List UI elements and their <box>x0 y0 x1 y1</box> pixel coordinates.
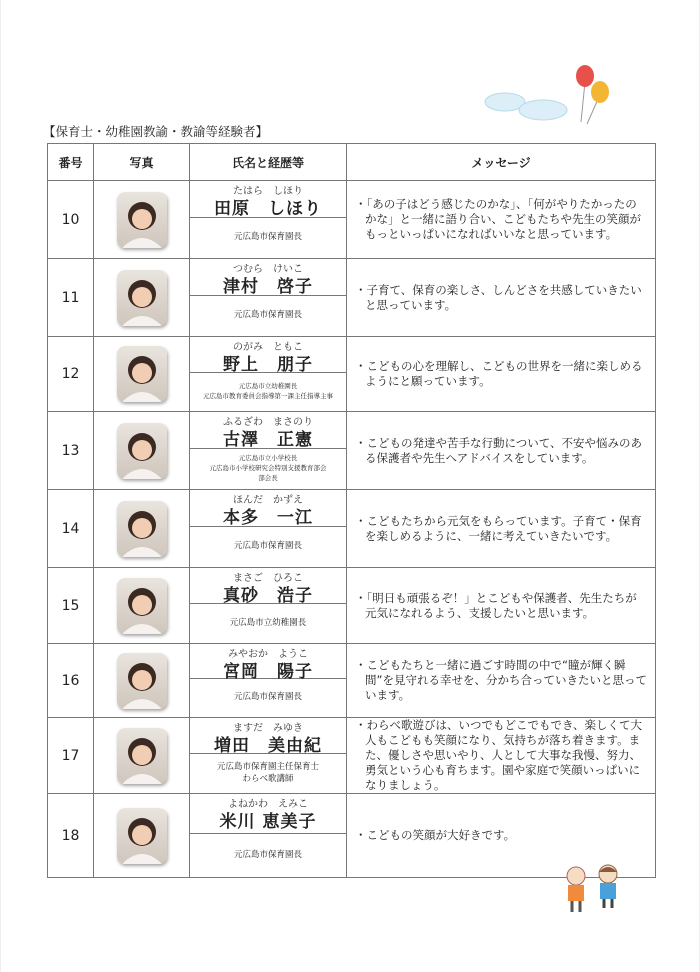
message-cell <box>347 568 656 644</box>
message-text: ・「あの子はどう感じたのかな」、「何がやりたかったのかな」と一緒に語り合い、こどもたちや先生の笑顔がもっといっぱいになればいいなと思っています。 <box>355 197 641 241</box>
person-name: 本多 一江 <box>223 507 313 528</box>
balloons-clouds-illustration <box>479 62 619 132</box>
table-row <box>48 490 656 568</box>
person-name: 米川 恵美子 <box>219 811 317 832</box>
career <box>190 834 346 876</box>
table-row <box>48 337 656 412</box>
photo-cell <box>94 259 190 337</box>
portrait-photo <box>117 653 167 709</box>
career-line: わらべ歌講師 <box>242 773 294 784</box>
message-cell <box>347 259 656 337</box>
message-cell <box>347 337 656 412</box>
name-cell <box>190 337 347 412</box>
career <box>190 449 346 488</box>
row-number: 17 <box>48 718 94 794</box>
career <box>190 604 346 642</box>
name-cell <box>190 181 347 259</box>
name-reading: ますだ みゆき <box>233 722 303 734</box>
portrait-photo <box>117 270 167 326</box>
table-row <box>48 181 656 259</box>
photo-cell <box>94 718 190 794</box>
career-line: 元広島市立幼稚園長 <box>238 382 298 390</box>
career-line: 元広島市保育園長 <box>233 849 302 860</box>
header-photo: 写真 <box>94 144 190 181</box>
section-title: 【保育士・幼稚園教諭・教諭等経験者】 <box>43 124 269 139</box>
photo-cell <box>94 337 190 412</box>
career-line: 元広島市立幼稚園長 <box>229 617 307 628</box>
row-number: 18 <box>48 794 94 878</box>
person-name: 津村 啓子 <box>223 276 313 297</box>
message-cell <box>347 490 656 568</box>
photo-cell <box>94 794 190 878</box>
photo-cell <box>94 412 190 490</box>
name-cell <box>190 259 347 337</box>
portrait-photo <box>117 728 167 784</box>
row-number: 10 <box>48 181 94 259</box>
photo-cell <box>94 644 190 718</box>
career-line: 元広島市保育園長 <box>233 310 302 321</box>
message-text: ・子育て、保育の楽しさ、しんどさを共感していきたいと思っています。 <box>355 282 642 312</box>
message-text: ・こどもの発達や苦手な行動について、不安や悩みのある保護者や先生へアドバイスをしています。 <box>355 435 643 465</box>
table-row <box>48 568 656 644</box>
career-line: 元広島市保育園長 <box>233 232 302 243</box>
message-text: ・こどもの笑顔が大好きです。 <box>355 828 516 842</box>
name-cell <box>190 568 347 644</box>
person-name: 真砂 浩子 <box>223 585 313 606</box>
table-header <box>48 144 656 181</box>
message-text: ・こどもたちから元気をもらっています。子育て・保育を楽しめるように、一緒に考えていきたいです。 <box>355 513 642 543</box>
portrait-photo <box>117 501 167 557</box>
portrait-photo <box>117 423 167 479</box>
name-reading: のがみ ともこ <box>233 341 303 353</box>
name-reading: まさご ひろこ <box>233 572 303 584</box>
table-row <box>48 259 656 337</box>
portrait-photo <box>117 578 167 634</box>
header-message: メッセージ <box>347 144 656 181</box>
row-number: 12 <box>48 337 94 412</box>
message-cell <box>347 181 656 259</box>
person-name: 宮岡 陽子 <box>223 661 313 682</box>
person-name: 古澤 正憲 <box>223 429 313 450</box>
photo-cell <box>94 568 190 644</box>
career <box>190 754 346 792</box>
career-line: 元広島市小学校研究会特別支援教育部会 <box>209 464 327 473</box>
name-reading: ふるざわ まさのり <box>223 416 313 428</box>
name-cell <box>190 490 347 568</box>
name-cell <box>190 644 347 718</box>
message-text: ・「明日も頑張るぞ！」とこどもや保護者、先生たちが 元気になれるよう、支援したいと思います。 <box>355 590 637 620</box>
photo-cell <box>94 181 190 259</box>
header-number: 番号 <box>48 144 94 181</box>
row-number: 16 <box>48 644 94 718</box>
career <box>190 527 346 566</box>
career <box>190 296 346 335</box>
name-cell <box>190 794 347 878</box>
name-reading: みやおか ようこ <box>228 648 308 660</box>
career <box>190 373 346 410</box>
message-text: ・わらべ歌遊びは、いつでもどこでもでき、楽しくて大人もこどもも笑顔になり、気持ちが落ち着きます。また、優しさや思いやり、人として大事な我慢、努力、勇気という心も育ちます。園や家庭で笑顔いっぱいになりましょう。 <box>355 718 643 792</box>
row-number: 14 <box>48 490 94 568</box>
advisor-table <box>47 143 656 878</box>
message-cell <box>347 644 656 718</box>
career-line: 元広島市保育園主任保育士 <box>216 761 319 772</box>
career <box>190 679 346 716</box>
career-line: 元広島市保育園長 <box>233 541 302 552</box>
career-line: 元広島市立小学校長 <box>238 454 298 463</box>
name-cell <box>190 718 347 794</box>
career-line: 元広島市保育園長 <box>233 692 302 703</box>
person-name: 田原 しほり <box>214 198 322 219</box>
career-line: 部会長 <box>258 474 278 483</box>
person-name: 野上 朋子 <box>223 354 313 375</box>
portrait-photo <box>117 808 167 864</box>
table-row <box>48 412 656 490</box>
row-number: 15 <box>48 568 94 644</box>
row-number: 11 <box>48 259 94 337</box>
header-name: 氏名と経歴等 <box>190 144 347 181</box>
portrait-photo <box>117 192 167 248</box>
message-cell <box>347 412 656 490</box>
children-illustration <box>556 862 636 922</box>
name-reading: ほんだ かずえ <box>233 494 303 506</box>
table-row <box>48 718 656 794</box>
message-cell <box>347 718 656 794</box>
career <box>190 218 346 257</box>
message-text: ・こどもの心を理解し、こどもの世界を一緒に楽しめるようにと願っています。 <box>355 359 643 388</box>
photo-cell <box>94 490 190 568</box>
portrait-photo <box>117 346 167 402</box>
name-reading: つむら けいこ <box>233 263 303 275</box>
message-text: ・こどもたちと一緒に過ごす時間の中で“瞳が輝く瞬間”を見守れる幸せを、分かち合っていきたいと思っています。 <box>355 658 647 702</box>
row-number: 13 <box>48 412 94 490</box>
person-name: 増田 美由紀 <box>214 735 322 756</box>
table-row <box>48 644 656 718</box>
name-reading: よねかわ えみこ <box>228 798 308 810</box>
name-cell <box>190 412 347 490</box>
career-line: 元広島市教育委員会指導第一課主任指導主事 <box>203 392 333 400</box>
name-reading: たはら しほり <box>233 185 303 197</box>
